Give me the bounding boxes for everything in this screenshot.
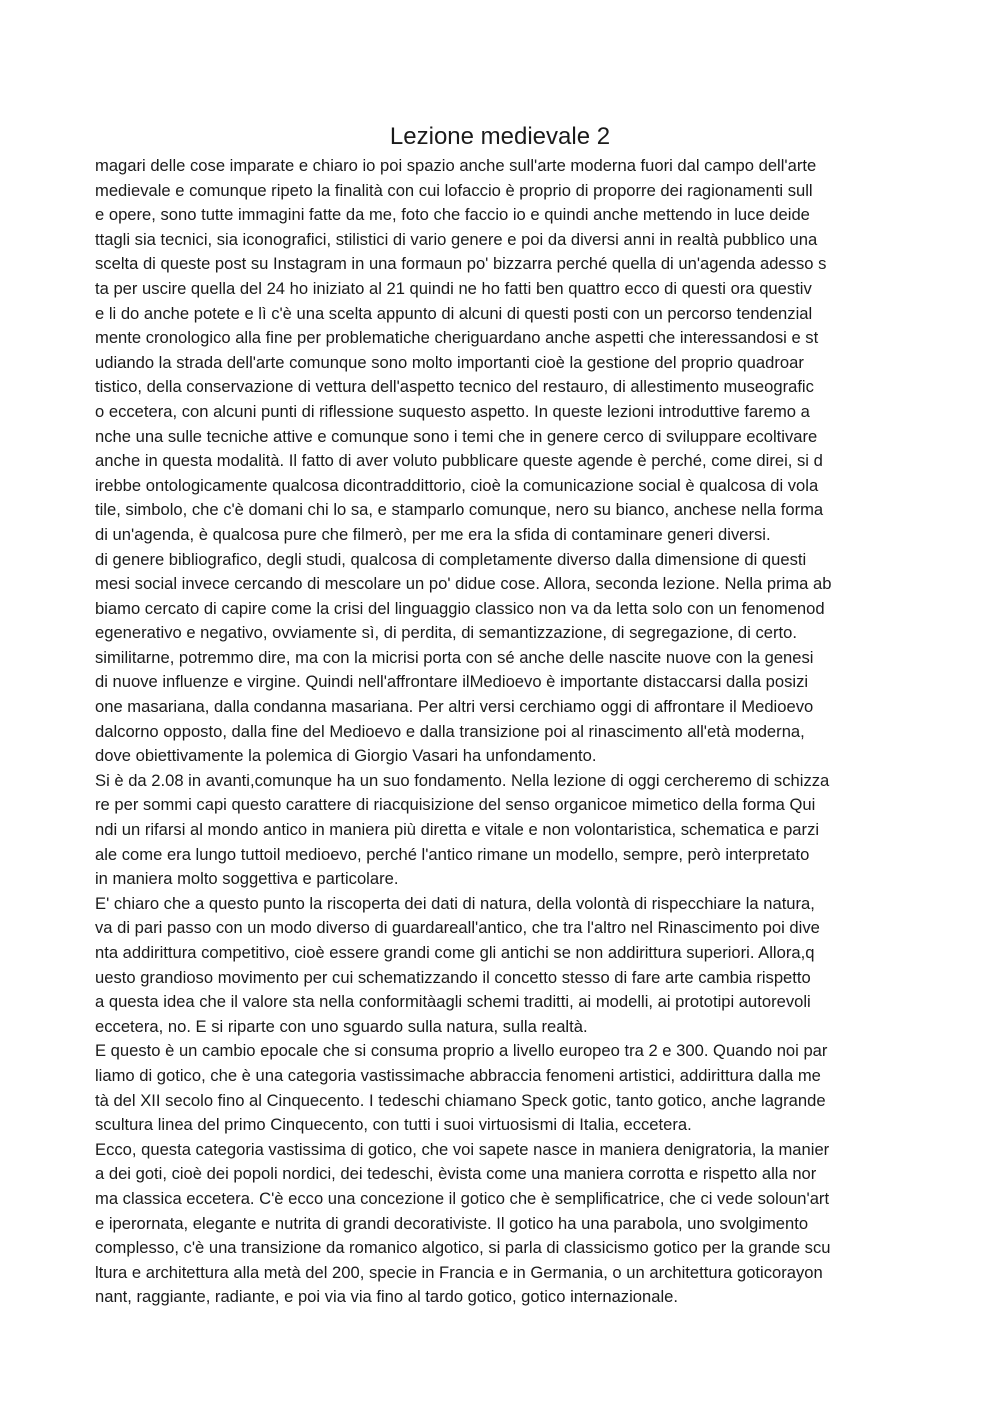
text-line: mesi social invece cercando di mescolare un po' didue cose. Allora, seconda lezione. Nella prima ab — [95, 574, 832, 594]
text-line: di un'agenda, è qualcosa pure che filmerò, per me era la sfida di contaminare generi diversi. — [95, 524, 771, 544]
document-body — [95, 154, 910, 1310]
text-line: ttagli sia tecnici, sia iconografici, stilistici di vario genere e poi da diversi anni in realtà pubblico una — [95, 229, 818, 249]
text-line: e iperornata, elegante e nutrita di grandi decorativiste. Il gotico ha una parabola, uno svolgimento — [95, 1213, 809, 1233]
text-line: tà del XII secolo fino al Cinquecento. I tedeschi chiamano Speck gotic, tanto gotico, anche lagrande — [95, 1090, 826, 1110]
text-line: di genere bibliografico, degli studi, qualcosa di completamente diverso dalla dimensione di questi — [95, 549, 807, 569]
text-line: similitarne, potremmo dire, ma con la micrisi porta con sé anche delle nascite nuove con la genesi — [95, 647, 814, 667]
text-line: E questo è un cambio epocale che si consuma proprio a livello europeo tra 2 e 300. Quando noi par — [95, 1041, 828, 1061]
text-line: scelta di queste post su Instagram in una formaun po' bizzarra perché quella di un'agenda adesso s — [95, 254, 827, 274]
text-line: di nuove influenze e virgine. Quindi nell'affrontare ilMedioevo è importante distaccarsi dalla posizi — [95, 672, 809, 692]
text-line: a dei goti, cioè dei popoli nordici, dei tedeschi, èvista come una maniera corrotta e rispetto alla nor — [95, 1164, 817, 1184]
text-line: a questa idea che il valore sta nella conformitàagli schemi traditti, ai modelli, ai prototipi autorevoli — [95, 992, 811, 1012]
text-line: eccetera, no. E si riparte con uno sguardo sulla natura, sulla realtà. — [95, 1016, 588, 1036]
text-line: ndi un rifarsi al mondo antico in maniera più diretta e vitale e non volontaristica, schematica e parzi — [95, 820, 820, 840]
text-line: complesso, c'è una transizione da romanico algotico, si parla di classicismo gotico per la grande scu — [95, 1238, 831, 1258]
text-line: egenerativo e negativo, ovviamente sì, di perdita, di semantizzazione, di segregazione, di certo. — [95, 623, 797, 643]
text-line: tistico, della conservazione di vettura dell'aspetto tecnico del restauro, di allestimento museografic — [95, 377, 814, 397]
text-line: dalcorno opposto, dalla fine del Medioevo e dalla transizione poi al rinascimento all'età moderna, — [95, 721, 805, 741]
text-line: anche in questa modalità. Il fatto di aver voluto pubblicare queste agende è perché, come direi, si d — [95, 451, 823, 471]
text-line: one masariana, dalla condanna masariana. Per altri versi cerchiamo oggi di affrontare il Medioevo — [95, 697, 814, 717]
text-line: Ecco, questa categoria vastissima di gotico, che voi sapete nasce in maniera denigratoria, la manier — [95, 1139, 830, 1159]
text-line: ale come era lungo tuttoil medioevo, perché l'antico rimane un modello, sempre, però interpretato — [95, 844, 810, 864]
text-line: liamo di gotico, che è una categoria vastissimache abbraccia fenomeni artistici, addirittura dalla me — [95, 1065, 821, 1085]
text-line: re per sommi capi questo carattere di riacquisizione del senso organicoe mimetico della forma Qui — [95, 795, 816, 815]
text-line: ma classica eccetera. C'è ecco una concezione il gotico che è semplificatrice, che ci vede soloun'art — [95, 1188, 830, 1208]
text-line: o eccetera, con alcuni punti di riflessione suquesto aspetto. In queste lezioni introduttive faremo a — [95, 401, 810, 421]
text-line: nta addirittura competitivo, cioè essere grandi come gli antichi se non addirittura superiori. Allora,q — [95, 943, 815, 962]
text-line: medievale e comunque ripeto la finalità con cui lofaccio è proprio di proporre dei ragionamenti sull — [95, 180, 813, 200]
text-line: uesto grandioso movimento per cui schematizzando il concetto stesso di fare arte cambia rispetto — [95, 967, 811, 987]
text-line: in maniera molto soggettiva e particolare. — [95, 869, 399, 889]
text-line: e opere, sono tutte immagini fatte da me, foto che faccio io e quindi anche mettendo in luce deide — [95, 205, 810, 225]
document-title: Lezione medievale 2 — [389, 123, 611, 150]
text-line: scultura linea del primo Cinquecento, con tutti i suoi virtuosismi di Italia, eccetera. — [95, 1115, 692, 1135]
text-line: mente cronologico alla fine per problematiche cheriguardano anche aspetti che interessandosi e st — [95, 328, 819, 348]
text-line: tile, simbolo, che c'è domani chi lo sa, e stamparlo comunque, nero su bianco, anchese nella forma — [95, 500, 824, 520]
text-line: Si è da 2.08 in avanti,comunque ha un suo fondamento. Nella lezione di oggi cercheremo di schizza — [95, 770, 830, 790]
text-line: e li do anche potete e lì c'è una scelta appunto di alcuni di questi posti con un percorso tendenzial — [95, 303, 813, 323]
text-line: E' chiaro che a questo punto la riscoperta dei dati di natura, della volontà di rispecchiare la natura, — [95, 893, 815, 913]
text-line: va di pari passo con un modo diverso di guardareall'antico, che tra l'altro nel Rinascimento poi dive — [95, 918, 820, 938]
text-line: magari delle cose imparate e chiaro io poi spazio anche sull'arte moderna fuori dal campo dell'arte — [95, 156, 817, 175]
text-line: udiando la strada dell'arte comunque sono molto importanti cioè la gestione del proprio quadroar — [95, 352, 804, 372]
text-line: irebbe ontologicamente qualcosa dicontraddittorio, cioè la comunicazione social è qualcosa di vola — [95, 475, 819, 495]
text-line: nche una sulle tecniche attive e comunque sono i temi che in genere cerco di sviluppare ecoltivare — [95, 426, 818, 446]
text-line: nant, raggiante, radiante, e poi via via fino al tardo gotico, gotico internazionale. — [95, 1287, 679, 1307]
text-line: dove obiettivamente la polemica di Giorgio Vasari ha unfondamento. — [95, 746, 597, 766]
text-line: ta per uscire quella del 24 ho iniziato al 21 quindi ne ho fatti ben quattro ecco di questi ora questiv — [95, 278, 812, 298]
text-line: ltura e architettura alla metà del 200, specie in Francia e in Germania, o un architettura goticorayon — [95, 1262, 823, 1282]
text-line: biamo cercato di capire come la crisi del linguaggio classico non va da letta solo con un fenomenod — [95, 598, 825, 618]
